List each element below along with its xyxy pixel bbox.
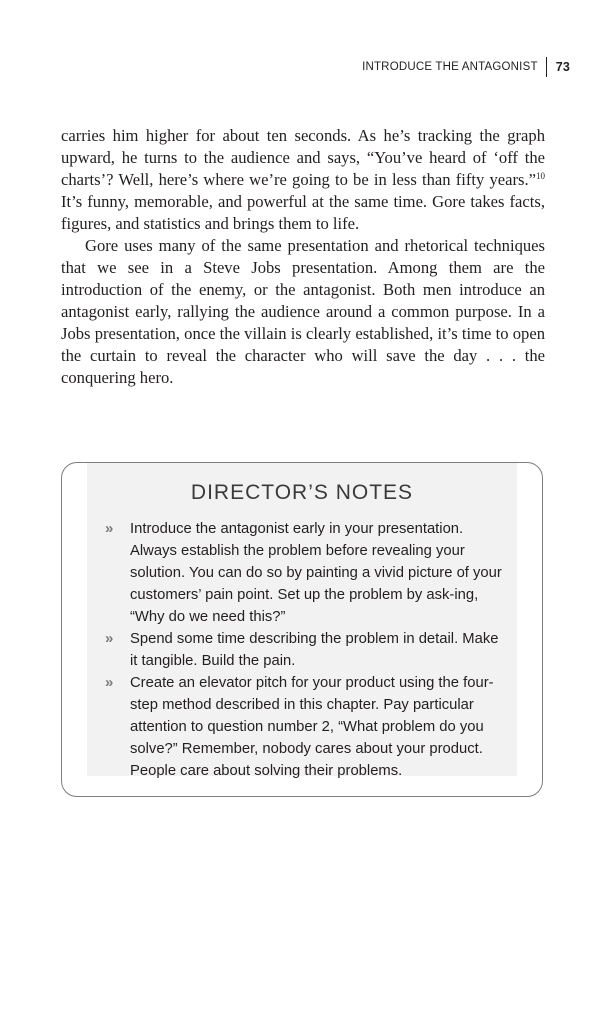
directors-notes-title: DIRECTOR’S NOTES	[190, 481, 414, 504]
list-item-text: Introduce the antagonist early in your presentation. Always establish the problem before revealing your solution. You can do so by painting a vivid picture of your customers’ pain point. Set up the problem by ask-ing, “Why do we need this?”	[130, 521, 502, 625]
paragraph-1-text: carries him higher for about ten seconds. As he’s tracking the graph upward, he turns to the audience and says, “You’ve heard of ‘off the charts’? Well, here’s where we’re going to be in less than fifty years.”	[61, 126, 545, 189]
chapter-title: INTRODUCE THE ANTAGONIST	[362, 61, 538, 73]
body-text	[61, 125, 545, 389]
page-number: 73	[555, 60, 570, 74]
list-item	[105, 518, 505, 628]
paragraph-1-text-continued: It’s funny, memorable, and powerful at the same time. Gore takes facts, figures, and statistics and brings them to life.	[61, 192, 545, 233]
list-item	[105, 672, 505, 782]
directors-notes-box	[61, 462, 543, 797]
paragraph-1	[61, 125, 545, 235]
list-item	[105, 628, 505, 672]
bullet-chevron-icon: »	[105, 630, 114, 647]
paragraph-2: Gore uses many of the same presentation and rhetorical techniques that we see in a Steve Jobs presentation. Among them are the introduction of the enemy, or the antagonist. Both men introduce an antagonist early, rallying the audience around a common purpose. In a Jobs presentation, once the villain is clearly established, it’s time to open the curtain to reveal the character who will save the day . . . the conquering hero.	[61, 236, 545, 387]
list-item-text: Create an elevator pitch for your product using the four-step method described in this chapter. Pay particular attention to question number 2, “What problem do you solve?” Remember, nobody cares about your product. People care about solving their problems.	[130, 675, 494, 779]
list-item-text: Spend some time describing the problem in detail. Make it tangible. Build the pain.	[130, 631, 499, 669]
bullet-chevron-icon: »	[105, 520, 114, 537]
header-divider	[546, 57, 547, 77]
bullet-chevron-icon: »	[105, 674, 114, 691]
directors-notes-list	[105, 518, 505, 782]
footnote-ref: 10	[536, 171, 545, 181]
running-head	[362, 57, 570, 77]
